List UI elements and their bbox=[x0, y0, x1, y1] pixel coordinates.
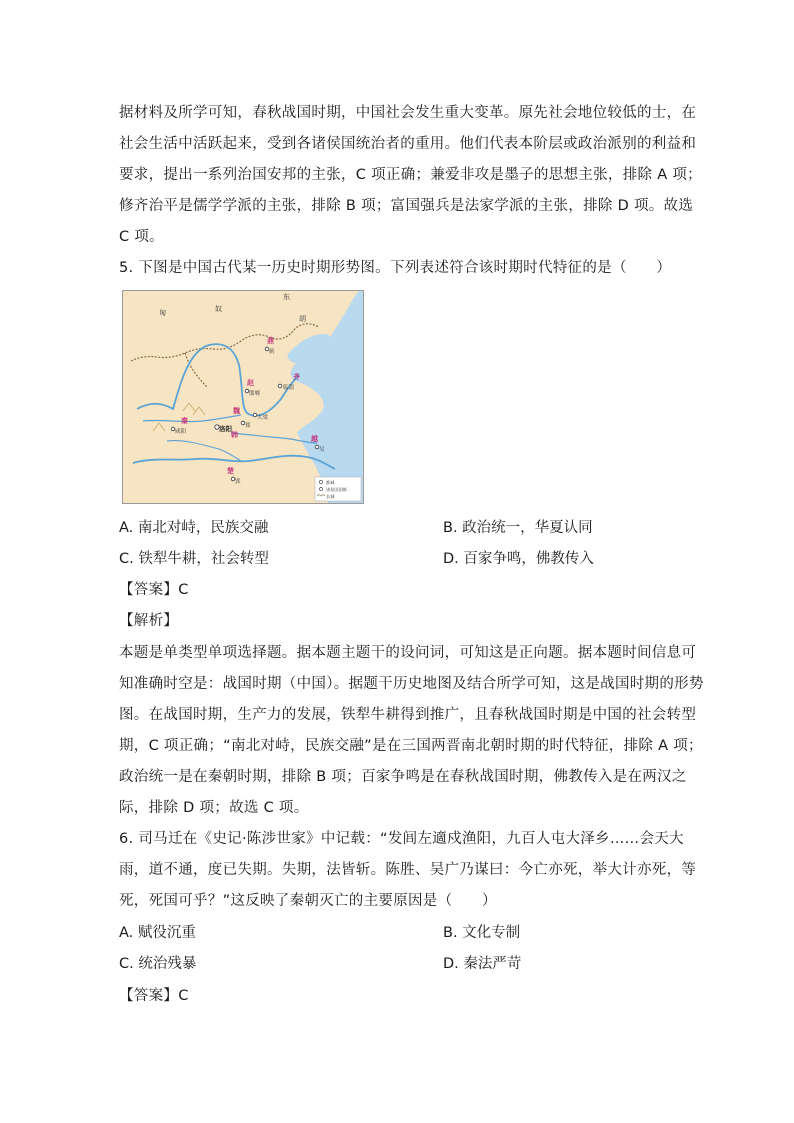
text-line: 图。在战国时期，生产力的发展，铁犁牛耕得到推广，且春秋战国时期是中国的社会转型 bbox=[119, 707, 697, 723]
map-label: 楚 bbox=[227, 467, 234, 475]
map-label: 奴 bbox=[215, 305, 222, 313]
text-line: 据材料及所学可知，春秋战国时期，中国社会发生重大变革。原先社会地位较低的士，在 bbox=[119, 105, 697, 121]
map-label: 魏 bbox=[233, 407, 240, 415]
text-line: 政治统一是在秦朝时期，排除 B 项；百家争鸣是在春秋战国时期，佛教传入是在两汉之 bbox=[119, 769, 687, 785]
option-b: B. 文化专制 bbox=[443, 925, 521, 941]
map-label: 郑 bbox=[245, 423, 251, 429]
warring-states-map bbox=[122, 290, 364, 504]
map-label: 秦 bbox=[181, 417, 188, 425]
option-a: A. 赋役沉重 bbox=[119, 925, 196, 941]
text-line: 6. 司马迁在《史记·陈涉世家》中记载：“发闾左適戍渔阳，九百人屯大泽乡……会天大 bbox=[119, 831, 684, 847]
wei-river bbox=[143, 415, 241, 422]
yangtze-river bbox=[133, 456, 335, 469]
map-label: 吴 bbox=[319, 447, 325, 453]
answer-label: 【答案】C bbox=[119, 988, 189, 1004]
map-label: 燕 bbox=[267, 337, 274, 345]
map-label: 大梁 bbox=[257, 415, 269, 421]
map-label: 匈 bbox=[159, 309, 166, 317]
map-label: 蓟 bbox=[269, 349, 275, 355]
text-line: C 项。 bbox=[119, 229, 164, 245]
text-line: 社会生活中活跃起来，受到各诸侯国统治者的重用。他们代表本阶层或政治派别的利益和 bbox=[119, 136, 697, 152]
map-label: 齐 bbox=[293, 373, 300, 381]
text-line: 修齐治平是儒学学派的主张，排除 B 项；富国强兵是法家学派的主张，排除 D 项。故选 bbox=[119, 198, 694, 214]
map-label: 赵 bbox=[247, 379, 254, 387]
question-5-stem: 5. 下图是中国古代某一历史时期形势图。下列表述符合该时期时代特征的是（ ） bbox=[119, 260, 672, 276]
option-c: C. 统治残暴 bbox=[119, 956, 197, 972]
map-label: 邯郸 bbox=[249, 391, 261, 397]
great-wall bbox=[185, 353, 207, 387]
option-d: D. 百家争鸣，佛教传入 bbox=[443, 551, 594, 567]
text-line: 死，死国可乎？”这反映了秦朝灭亡的主要原因是（ ） bbox=[119, 893, 497, 909]
map-legend bbox=[315, 477, 361, 501]
option-d: D. 秦法严苛 bbox=[443, 956, 522, 972]
option-b: B. 政治统一，华夏认同 bbox=[443, 520, 593, 536]
answer-label: 【答案】C bbox=[119, 582, 189, 598]
text-line: 要求，提出一系列治国安邦的主张，C 项正确；兼爱非攻是墨子的思想主张，排除 A 项； bbox=[119, 167, 702, 183]
text-line: 本题是单类型单项选择题。据本题主题干的设问词，可知这是正向题。据本题时间信息可 bbox=[119, 645, 697, 661]
text-line: 期，C 项正确；“南北对峙，民族交融”是在三国两晋南北朝时期的时代特征，排除 A 项； bbox=[119, 738, 703, 754]
analysis-label: 【解析】 bbox=[119, 613, 179, 629]
yellow-river bbox=[137, 344, 299, 416]
text-line: 际，排除 D 项；故选 C 项。 bbox=[119, 800, 309, 816]
text-line: 知准确时空是：战国时期（中国）。据题干历史地图及结合所学可知，这是战国时期的形势 bbox=[119, 676, 704, 692]
map-label: 韩 bbox=[231, 431, 238, 439]
legend-label: 长城 bbox=[326, 494, 335, 499]
map-label: 东 bbox=[283, 293, 290, 301]
map-label: 洛阳 bbox=[219, 425, 232, 433]
map-label: 越 bbox=[311, 435, 318, 443]
map-label: 咸阳 bbox=[175, 429, 187, 435]
option-a: A. 南北对峙，民族交融 bbox=[119, 520, 269, 536]
map-label: 临淄 bbox=[283, 385, 295, 391]
map-label: 郢 bbox=[235, 479, 241, 485]
hill-shading bbox=[153, 403, 205, 431]
map-label: 胡 bbox=[299, 315, 306, 323]
legend-label: 诸侯国国都 bbox=[326, 487, 347, 492]
option-c: C. 铁犁牛耕，社会转型 bbox=[119, 551, 269, 567]
text-line: 雨，道不通，度已失期。失期，法皆斩。陈胜、吴广乃谋曰：今亡亦死，举大计亦死，等 bbox=[119, 862, 697, 878]
legend-label: 都城 bbox=[326, 480, 335, 485]
